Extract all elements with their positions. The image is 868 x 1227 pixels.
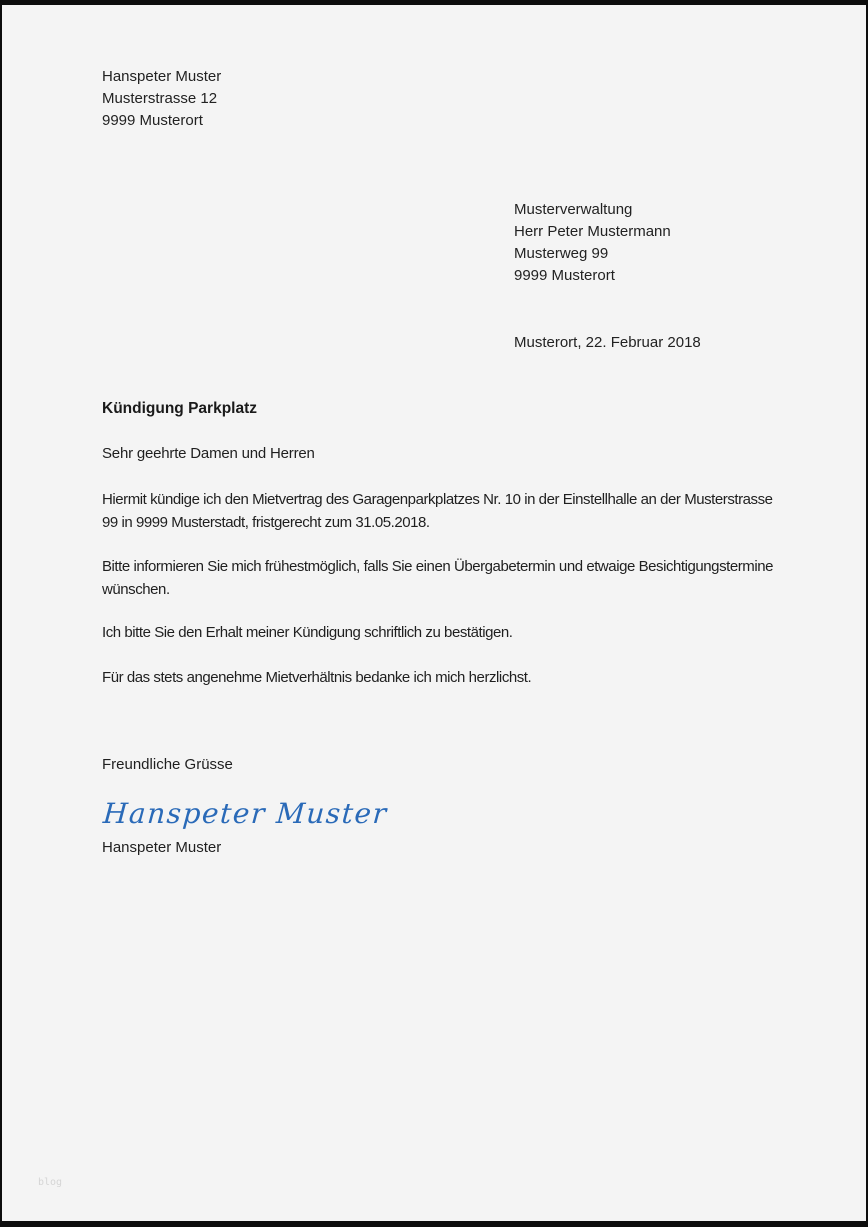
body-paragraph-1: Hiermit kündige ich den Mietvertrag des Garagenparkplatzes Nr. 10 in der Einstellhalle an der Musterstrasse 99 in 9999 Musterstadt, fristgerecht zum 31.05.2018. [102,491,773,531]
body-paragraph-4: Für das stets angenehme Mietverhältnis bedanke ich mich herzlichst. [102,669,532,686]
body-paragraph-3: Ich bitte Sie den Erhalt meiner Kündigung schriftlich zu bestätigen. [102,624,513,641]
closing-phrase: Freundliche Grüsse [102,756,233,773]
sender-city: 9999 Musterort [102,112,203,129]
salutation: Sehr geehrte Damen und Herren [102,445,315,462]
signer-printed-name: Hanspeter Muster [102,839,222,856]
watermark-text: blog [38,1177,63,1188]
signature: Hanspeter Muster [102,797,389,830]
recipient-street: Musterweg 99 [514,245,609,262]
sender-address-block [102,66,221,132]
recipient-company: Musterverwaltung [514,201,633,218]
body-paragraph-2: Bitte informieren Sie mich frühestmöglich, falls Sie einen Übergabetermin und etwaige Besichtigungstermine wünschen. [102,558,773,598]
subject-line: Kündigung Parkplatz [102,400,257,417]
recipient-city: 9999 Musterort [514,267,615,284]
sender-street: Musterstrasse 12 [102,90,218,107]
recipient-address-block [514,199,671,287]
recipient-name: Herr Peter Mustermann [514,223,671,240]
date-line: Musterort, 22. Februar 2018 [514,334,701,351]
sender-name: Hanspeter Muster [102,68,222,85]
